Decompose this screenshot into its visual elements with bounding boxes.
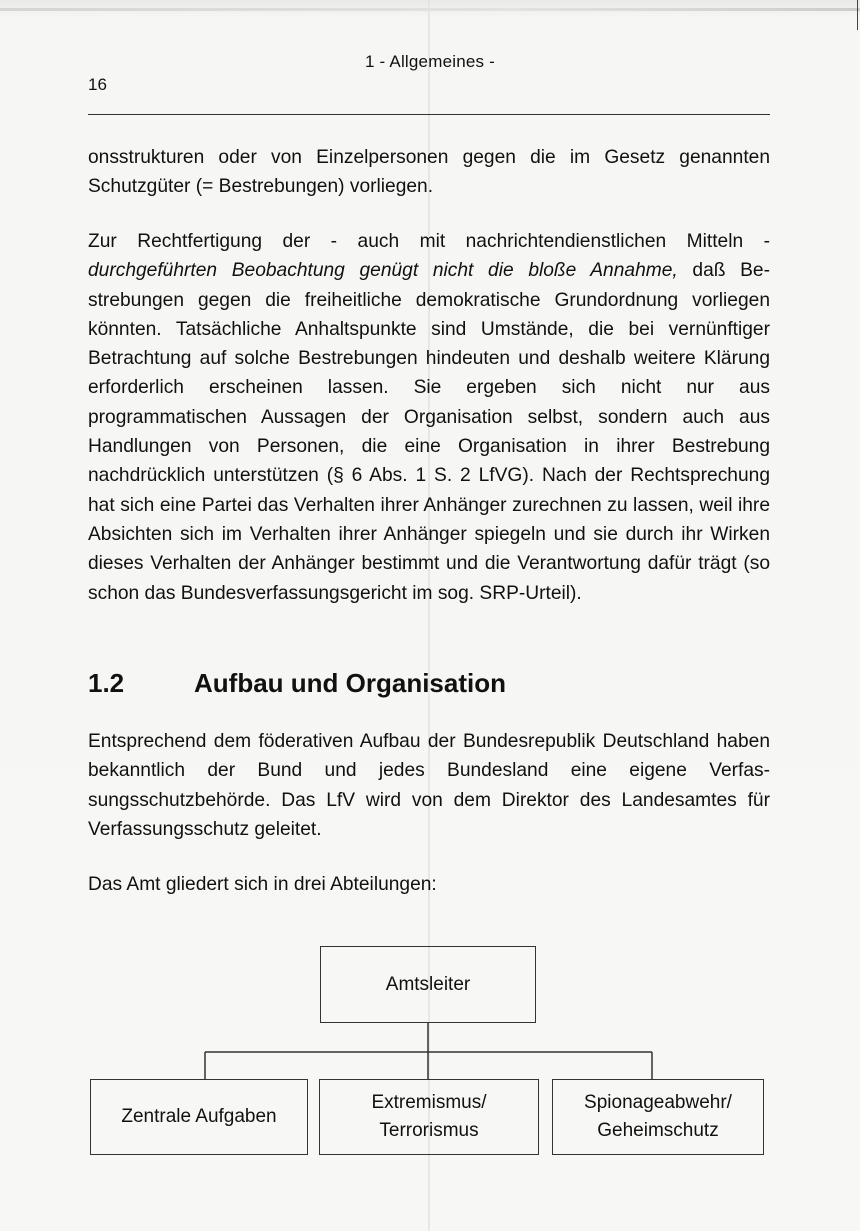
paragraph-2 xyxy=(88,227,770,608)
paragraph-4: Das Amt gliedert sich in drei Abteilungen: xyxy=(88,874,437,895)
org-box-label-line-2: Terrorismus xyxy=(379,1120,479,1141)
running-head: 1 - Allgemeines - xyxy=(364,52,495,71)
org-box-extremismus xyxy=(319,1079,539,1155)
org-box-amtsleiter xyxy=(320,946,536,1023)
paragraph-2-text-end: daß Bestrebungen gegen die freiheitliche demokratische Grundordnung vorliegen könnten. Tatsächliche Anhaltspunkte sind Umstände, die bei vernünftiger Betrachtung auf solche Bestrebungen hindeuten und deshalb weitere Klärung erforderlich erscheinen lassen. Sie ergeben sich nicht nur aus programmatischen Aussagen der Organisation selbst, sondern auch aus Handlungen von Personen, die eine Organisation in ihrer Bestrebung nachdrücklich unterstützen (§ 6 Abs. 1 S. 2 LfVG). Nach der Rechtsprechung hat sich eine Partei das Verhalten ihrer Anhänger zurechnen zu lassen, weil ihre Absichten sich im Verhalten ihrer Anhänger spiegeln und sie durch ihr Wirken dieses Verhalten der Anhänger bestimmt und die Verantwortung dafür trägt (so schon das Bundesverfassungsgericht im sog. SRP-Urteil). xyxy=(88,260,770,604)
section-number: 1.2 xyxy=(88,668,125,698)
org-box-label xyxy=(121,1103,276,1131)
scan-edge-mark xyxy=(857,0,858,30)
paragraph-2-italic: durchgeführten Beobachtung genügt nicht die bloße Annahme, xyxy=(88,260,678,282)
org-box-spionageabwehr xyxy=(552,1079,764,1155)
org-box-label xyxy=(584,1089,732,1145)
org-box-zentrale-aufgaben xyxy=(90,1079,308,1155)
org-box-label-line-1: Extremismus/ xyxy=(371,1092,487,1113)
org-box-label-line-1: Spionageabwehr/ xyxy=(584,1092,732,1113)
org-box-label xyxy=(371,1089,486,1145)
page-number: 16 xyxy=(88,75,107,94)
org-box-label: Amtsleiter xyxy=(385,973,471,995)
section-title: Aufbau und Organisation xyxy=(194,668,506,698)
paragraph-2-text-start: Zur Rechtfertigung der - auch mit nachrichtendienstlichen Mitteln - xyxy=(88,231,770,252)
paragraph-3: Entsprechend dem föderativen Aufbau der Bundesrepublik Deutschland haben bekanntlich der Bund und jedes Bundesland eine eigene Verfassungsschutzbehörde. Das LfV wird von dem Direktor des Landesamtes für Verfassungsschutz geleitet. xyxy=(88,731,770,840)
org-box-label-line-2: Geheimschutz xyxy=(597,1120,719,1141)
org-box-label-line-1: Zentrale Aufgaben xyxy=(121,1106,277,1127)
section-heading xyxy=(88,666,506,700)
paragraph-1: onsstrukturen oder von Einzelpersonen gegen die im Gesetz genannten Schutzgüter (= Bestrebungen) vorliegen. xyxy=(88,147,770,198)
header-rule xyxy=(88,114,770,115)
scan-edge-artifact xyxy=(0,8,860,11)
